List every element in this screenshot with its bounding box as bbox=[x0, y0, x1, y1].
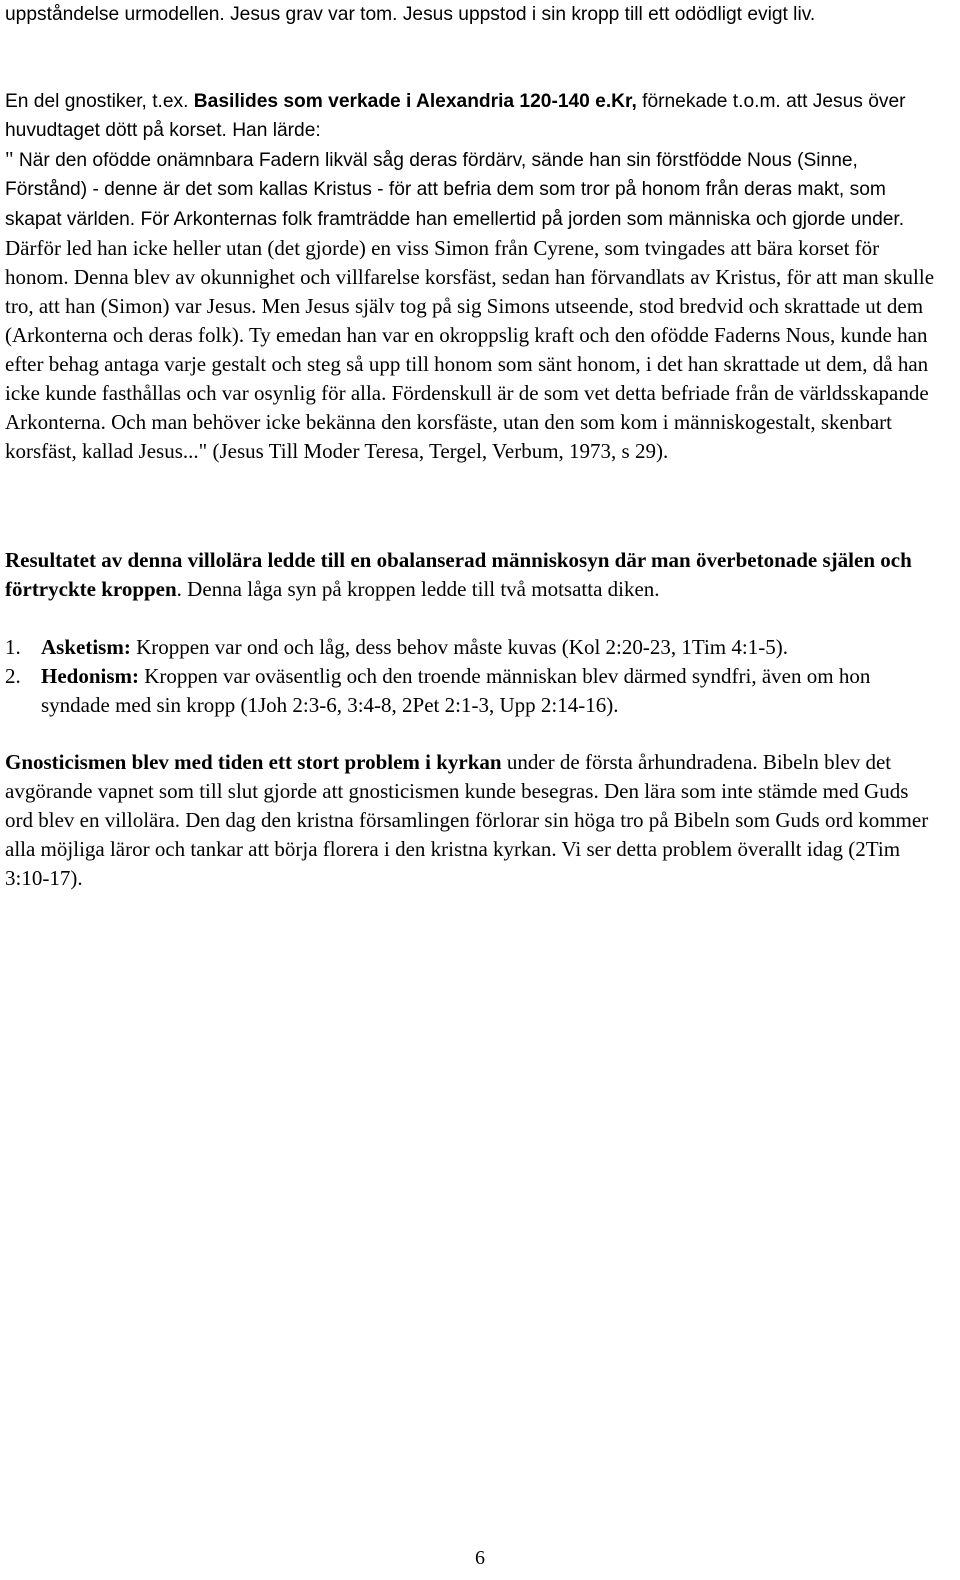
list-number: 2. bbox=[5, 664, 21, 688]
list-number: 1. bbox=[5, 635, 21, 659]
quotation-block bbox=[5, 145, 940, 466]
list-item-hedonism bbox=[5, 662, 940, 720]
paragraph-text: uppståndelse urmodellen. Jesus grav var tom. Jesus uppstod i sin kropp till ett odödligt evigt liv. bbox=[5, 4, 816, 25]
list-item-asketism bbox=[5, 633, 940, 662]
paragraph-text-end: förnekade t.o.m. att Jesus över huvudtaget dött på korset. Han lärde: bbox=[5, 91, 906, 141]
basilides-emphasis: Basilides som verkade i Alexandria 120-140 e.Kr, bbox=[193, 91, 637, 112]
paragraph-resurrection bbox=[5, 0, 940, 29]
quote-sans-part: När den ofödde onämnbara Fadern likväl såg deras fördärv, sände han sin förstfödde Nous (Sinne, Förstånd) - denne är det som kallas Kristus - för att befria dem som tror på honom från deras makt, som skapat världen. För Arkonternas folk framträdde han emellertid på jorden som människa och gjorde under. bbox=[5, 150, 905, 230]
result-text: . Denna låga syn på kroppen ledde till två motsatta diken. bbox=[176, 577, 660, 601]
paragraph-gnosticism-problem bbox=[5, 748, 940, 893]
list-text: Kroppen var oväsentlig och den troende människan blev därmed syndfri, även om hon syndade med sin kropp (1Joh 2:3-6, 3:4-8, 2Pet 2:1-3, Upp 2:14-16). bbox=[41, 664, 871, 717]
quote-serif-part: Därför led han icke heller utan (det gjorde) en viss Simon från Cyrene, som tvingades att bära korset för honom. Denna blev av okunnighet och villfarelse korsfäst, sedan han förvandlats av Kristus, för att man skulle tro, att han (Simon) var Jesus. Men Jesus själv tog på sig Simons utseende, stod bredvid och skrattade ut dem (Arkonterna och deras folk). Ty emedan han var en okroppslig kraft och den ofödde Faderns Nous, kunde han efter behag antaga varje gestalt och steg så upp till honom som sänt honom, i det han skrattade ut dem, då han icke kunde fasthållas och var osynlig för alla. Fördenskull är de som vet detta befriade från de världsskapande Arkonterna. Och man behöver icke bekänna den korsfäste, utan den som kom i människogestalt, skenbart korsfäst, kallad Jesus..." (Jesus Till Moder Teresa, Tergel, Verbum, 1973, s 29). bbox=[5, 236, 935, 463]
list-term: Asketism: bbox=[41, 635, 131, 659]
ditches-list bbox=[5, 633, 940, 720]
page-number: 6 bbox=[475, 1547, 485, 1569]
result-emphasis: Resultatet av denna villolära ledde till en obalanserad människosyn där man överbetonade själen och förtryckte kroppen bbox=[5, 548, 912, 601]
quote-open: " bbox=[5, 147, 19, 171]
paragraph-gnostics bbox=[5, 87, 940, 145]
list-body bbox=[41, 633, 940, 662]
list-text: Kroppen var ond och låg, dess behov måste kuvas (Kol 2:20-23, 1Tim 4:1-5). bbox=[130, 635, 788, 659]
gnosticism-emphasis: Gnosticismen blev med tiden ett stort problem i kyrkan bbox=[5, 750, 502, 774]
gnosticism-text: under de första århundradena. Bibeln blev det avgörande vapnet som till slut gjorde att gnosticismen kunde besegras. Den lära som inte stämde med Guds ord blev en villolära. Den dag den kristna församlingen förlorar sin höga tro på Bibeln som Guds ord kommer alla möjliga läror och tankar att börja florera i den kristna kyrkan. Vi ser detta problem överallt idag (2Tim 3:10-17). bbox=[5, 750, 929, 890]
list-body bbox=[41, 662, 940, 720]
paragraph-text-start: En del gnostiker, t.ex. bbox=[5, 91, 194, 112]
paragraph-result bbox=[5, 546, 940, 604]
list-term: Hedonism: bbox=[41, 664, 140, 688]
